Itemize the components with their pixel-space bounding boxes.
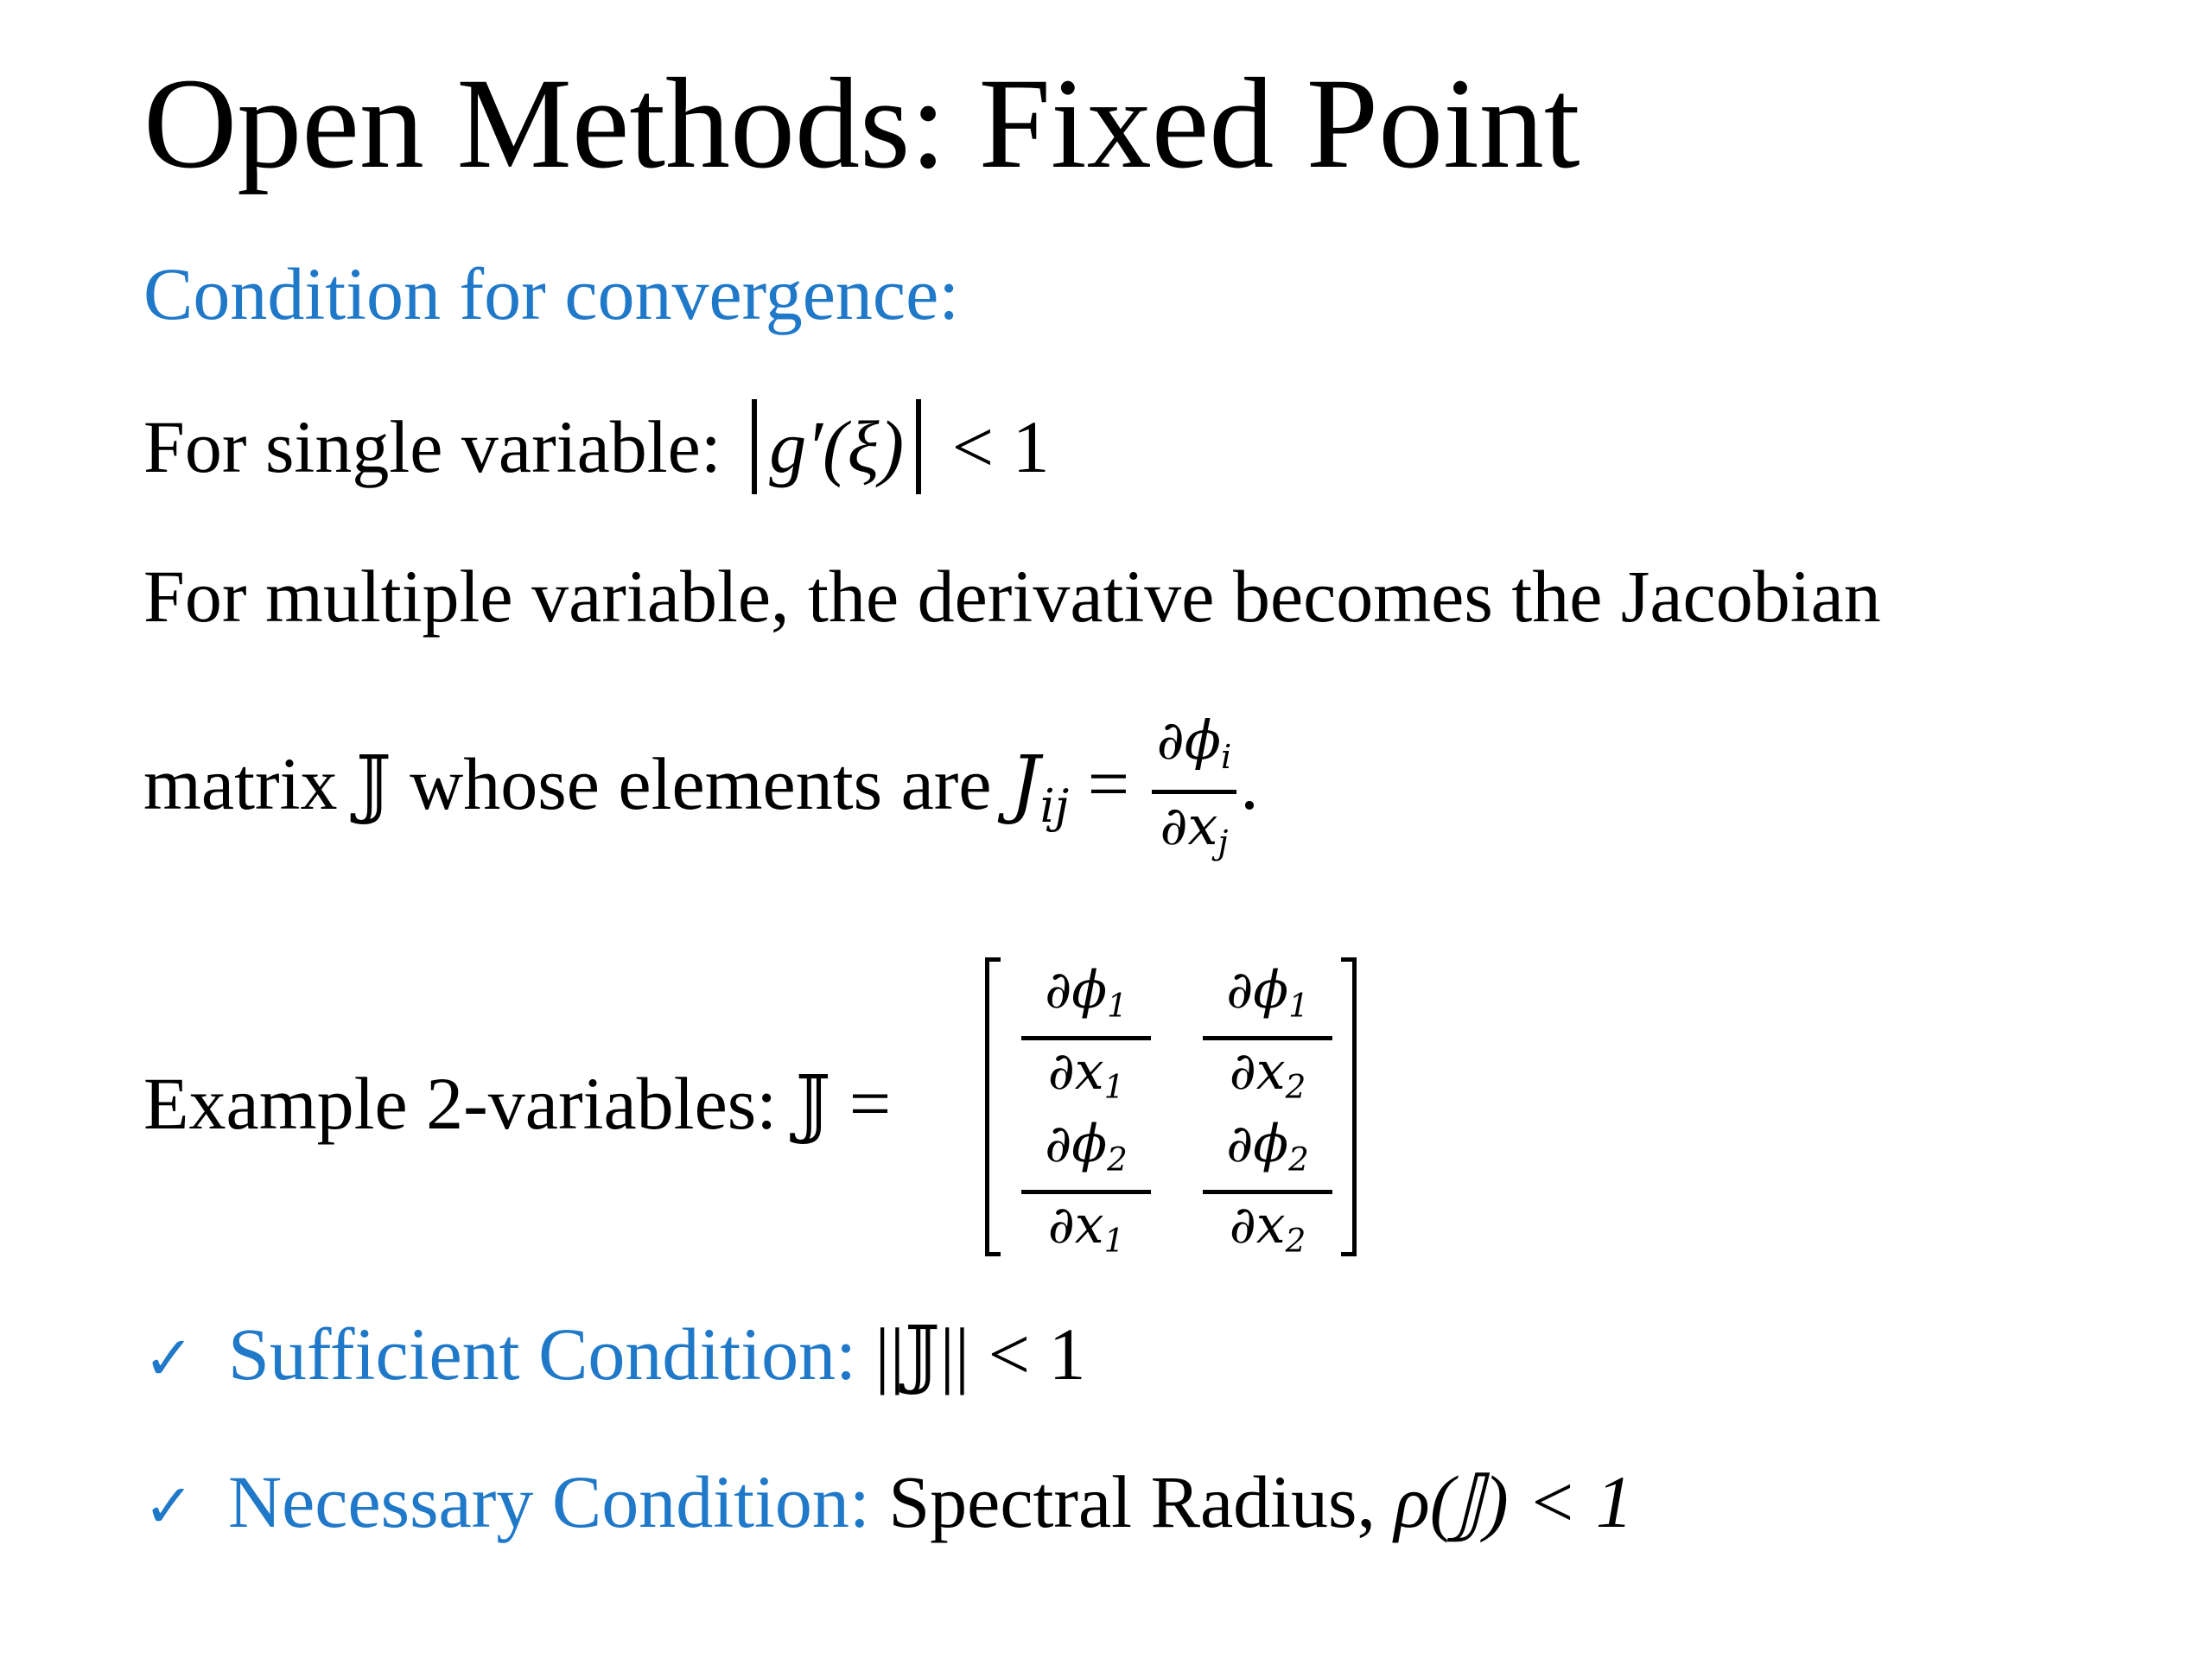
jacobian-element: $J_{ij}$	[1010, 740, 1070, 833]
fraction-numerator: $\partial\phi_i$	[1152, 709, 1237, 794]
checkmark-icon: ✓	[143, 1323, 194, 1394]
sufficient-condition-label: Sufficient Condition:	[228, 1313, 857, 1395]
fraction-denominator: $\partial x_j$	[1160, 793, 1229, 862]
jacobian-definition-line	[143, 709, 1259, 875]
necessary-condition-text: Spectral Radius,	[888, 1460, 1376, 1543]
single-variable-bound: < 1	[951, 405, 1050, 488]
slide-title: Open Methods: Fixed Point	[143, 52, 1580, 195]
checkmark-icon: ✓	[143, 1471, 194, 1541]
single-variable-expression: g′(ξ)	[769, 405, 905, 488]
abs-bar-right	[916, 399, 921, 494]
matrix-cell: $\frac{\partial\phi_2}{\partial x_2}$	[1203, 1113, 1332, 1272]
abs-bar-left	[752, 399, 757, 494]
matrix-cell: $\frac{\partial\phi_1}{\partial x_2}$	[1203, 959, 1332, 1118]
convergence-subheading: Condition for convergence:	[143, 252, 960, 335]
sufficient-condition-expression: ||𝕁|| < 1	[874, 1313, 1086, 1395]
necessary-condition-label: Necessary Condition:	[228, 1460, 870, 1543]
matrix-cell: $\frac{\partial\phi_2}{\partial x_1}$	[1021, 1113, 1151, 1272]
matrix-cell: $\frac{\partial\phi_1}{\partial x_1}$	[1021, 959, 1151, 1118]
example-label: Example 2-variables: 𝕁 =	[143, 1062, 892, 1145]
multiple-variable-line: For multiple variable, the derivative becomes the Jacobian	[143, 555, 1881, 638]
sentence-period: .	[1240, 741, 1259, 825]
equals-sign: =	[1087, 741, 1130, 825]
matrix-bracket-left	[985, 957, 1001, 1256]
jacobian-definition-text: matrix 𝕁 whose elements are	[143, 741, 992, 825]
necessary-condition-line	[143, 1454, 1633, 1554]
jacobian-matrix	[985, 957, 1357, 1260]
matrix-bracket-right	[1341, 957, 1357, 1256]
partial-derivative-fraction	[1152, 709, 1237, 875]
single-variable-label: For single variable:	[143, 405, 721, 488]
single-variable-line	[143, 399, 1050, 494]
sufficient-condition-line	[143, 1306, 1086, 1406]
necessary-condition-expression: ρ(𝕁) < 1	[1394, 1460, 1633, 1543]
